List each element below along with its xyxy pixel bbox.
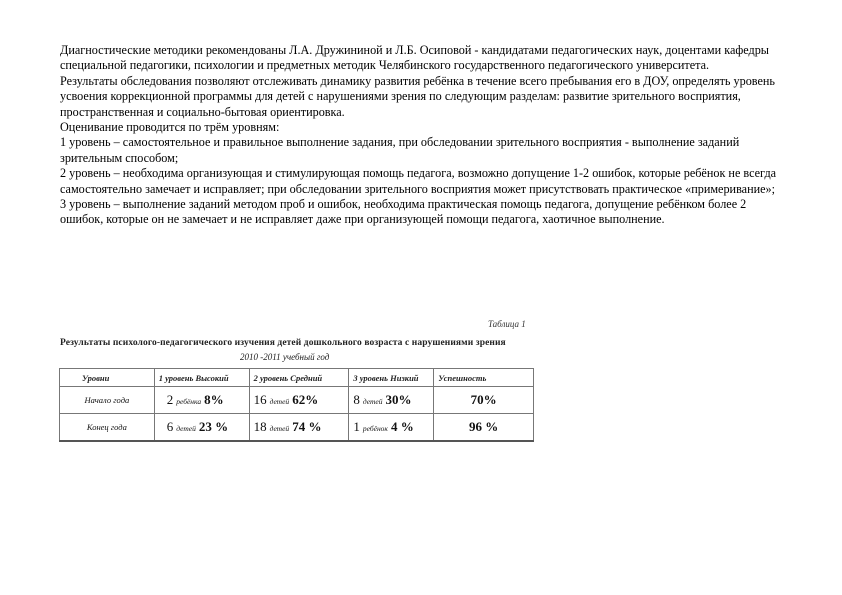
cell-count: 18 [253,419,267,434]
cell-count: 16 [253,392,267,407]
cell-level-2 [249,387,349,414]
paragraph-levels-intro: Оценивание проводится по трём уровням: [60,120,280,135]
cell-percent: 8% [204,392,224,407]
cell-percent: 23 % [198,419,229,434]
cell-unit: ребёнка [176,397,202,406]
cell-count: 1 [353,419,360,434]
table-row [60,387,534,414]
results-table [59,368,534,442]
cell-unit: детей [362,397,383,406]
cell-success [434,414,534,442]
cell-level-1 [154,414,249,442]
header-levels: Уровни [60,369,155,387]
success-percent: 70% [470,392,497,407]
document-body [60,43,790,228]
cell-level-2 [249,414,349,442]
cell-unit: детей [269,397,290,406]
row-label: Конец года [60,414,155,442]
header-success: Успешность [434,369,534,387]
paragraph-authors: Диагностические методики рекомендованы Л.А. Дружининой и Л.Б. Осиповой - кандидатами педагогических наук, доцентами кафедры специальной педагогики, психологии и предметных методик Челябинского государственного педагогического университета. [60,43,769,73]
cell-unit: детей [269,424,290,433]
cell-level-3 [349,387,434,414]
cell-count: 8 [353,392,360,407]
paragraph-level-2: 2 уровень – необходима организующая и стимулирующая помощь педагога, возможно допущение 1-2 ошибок, которые ребёнок не всегда самостоятельно замечает и исправляет; при обследовании зрительного восприятия может присутствовать практическое «примеривание»; [60,166,777,196]
cell-unit: детей [176,424,196,433]
cell-level-1 [154,387,249,414]
table-number: Таблица 1 [488,319,526,329]
cell-unit: ребёнок [362,424,388,433]
header-level-3: 3 уровень Низкий [349,369,434,387]
header-level-2: 2 уровень Средний [249,369,349,387]
header-level-1: 1 уровень Высокий [154,369,249,387]
table-year: 2010 -2011 учебный год [240,352,330,362]
cell-count: 6 [166,419,174,434]
cell-level-3 [349,414,434,442]
paragraph-results: Результаты обследования позволяют отслеживать динамику развития ребёнка в течение всего пребывания его в ДОУ, определять уровень усвоения коррекционной программы для детей с нарушениями зрения по следующим разделам: развитие зрительного восприятия, пространственная и социально-бытовая ориентировка. [60,73,775,119]
cell-percent: 30% [385,392,412,407]
cell-percent: 74 % [292,419,322,434]
table-header-row [60,369,534,387]
cell-count: 2 [166,392,174,407]
row-label: Начало года [60,387,155,414]
cell-percent: 4 % [390,419,414,434]
cell-percent: 62% [292,392,319,407]
paragraph-level-1: 1 уровень – самостоятельное и правильное выполнение задания, при обследовании зрительного восприятия - выполнение заданий зрительным способом; [60,135,740,165]
paragraph-level-3: 3 уровень – выполнение заданий методом проб и ошибок, необходима практическая помощь педагога, допущение ребёнком более 2 ошибок, которые он не замечает и не исправляет даже при организующей помощи педагога, хаотичное выполнение. [60,197,747,227]
table-title: Результаты психолого-педагогического изучения детей дошкольного возраста с нарушениями зрения [60,338,506,348]
success-percent: 96 % [469,419,499,434]
table-row [60,414,534,442]
cell-success [434,387,534,414]
